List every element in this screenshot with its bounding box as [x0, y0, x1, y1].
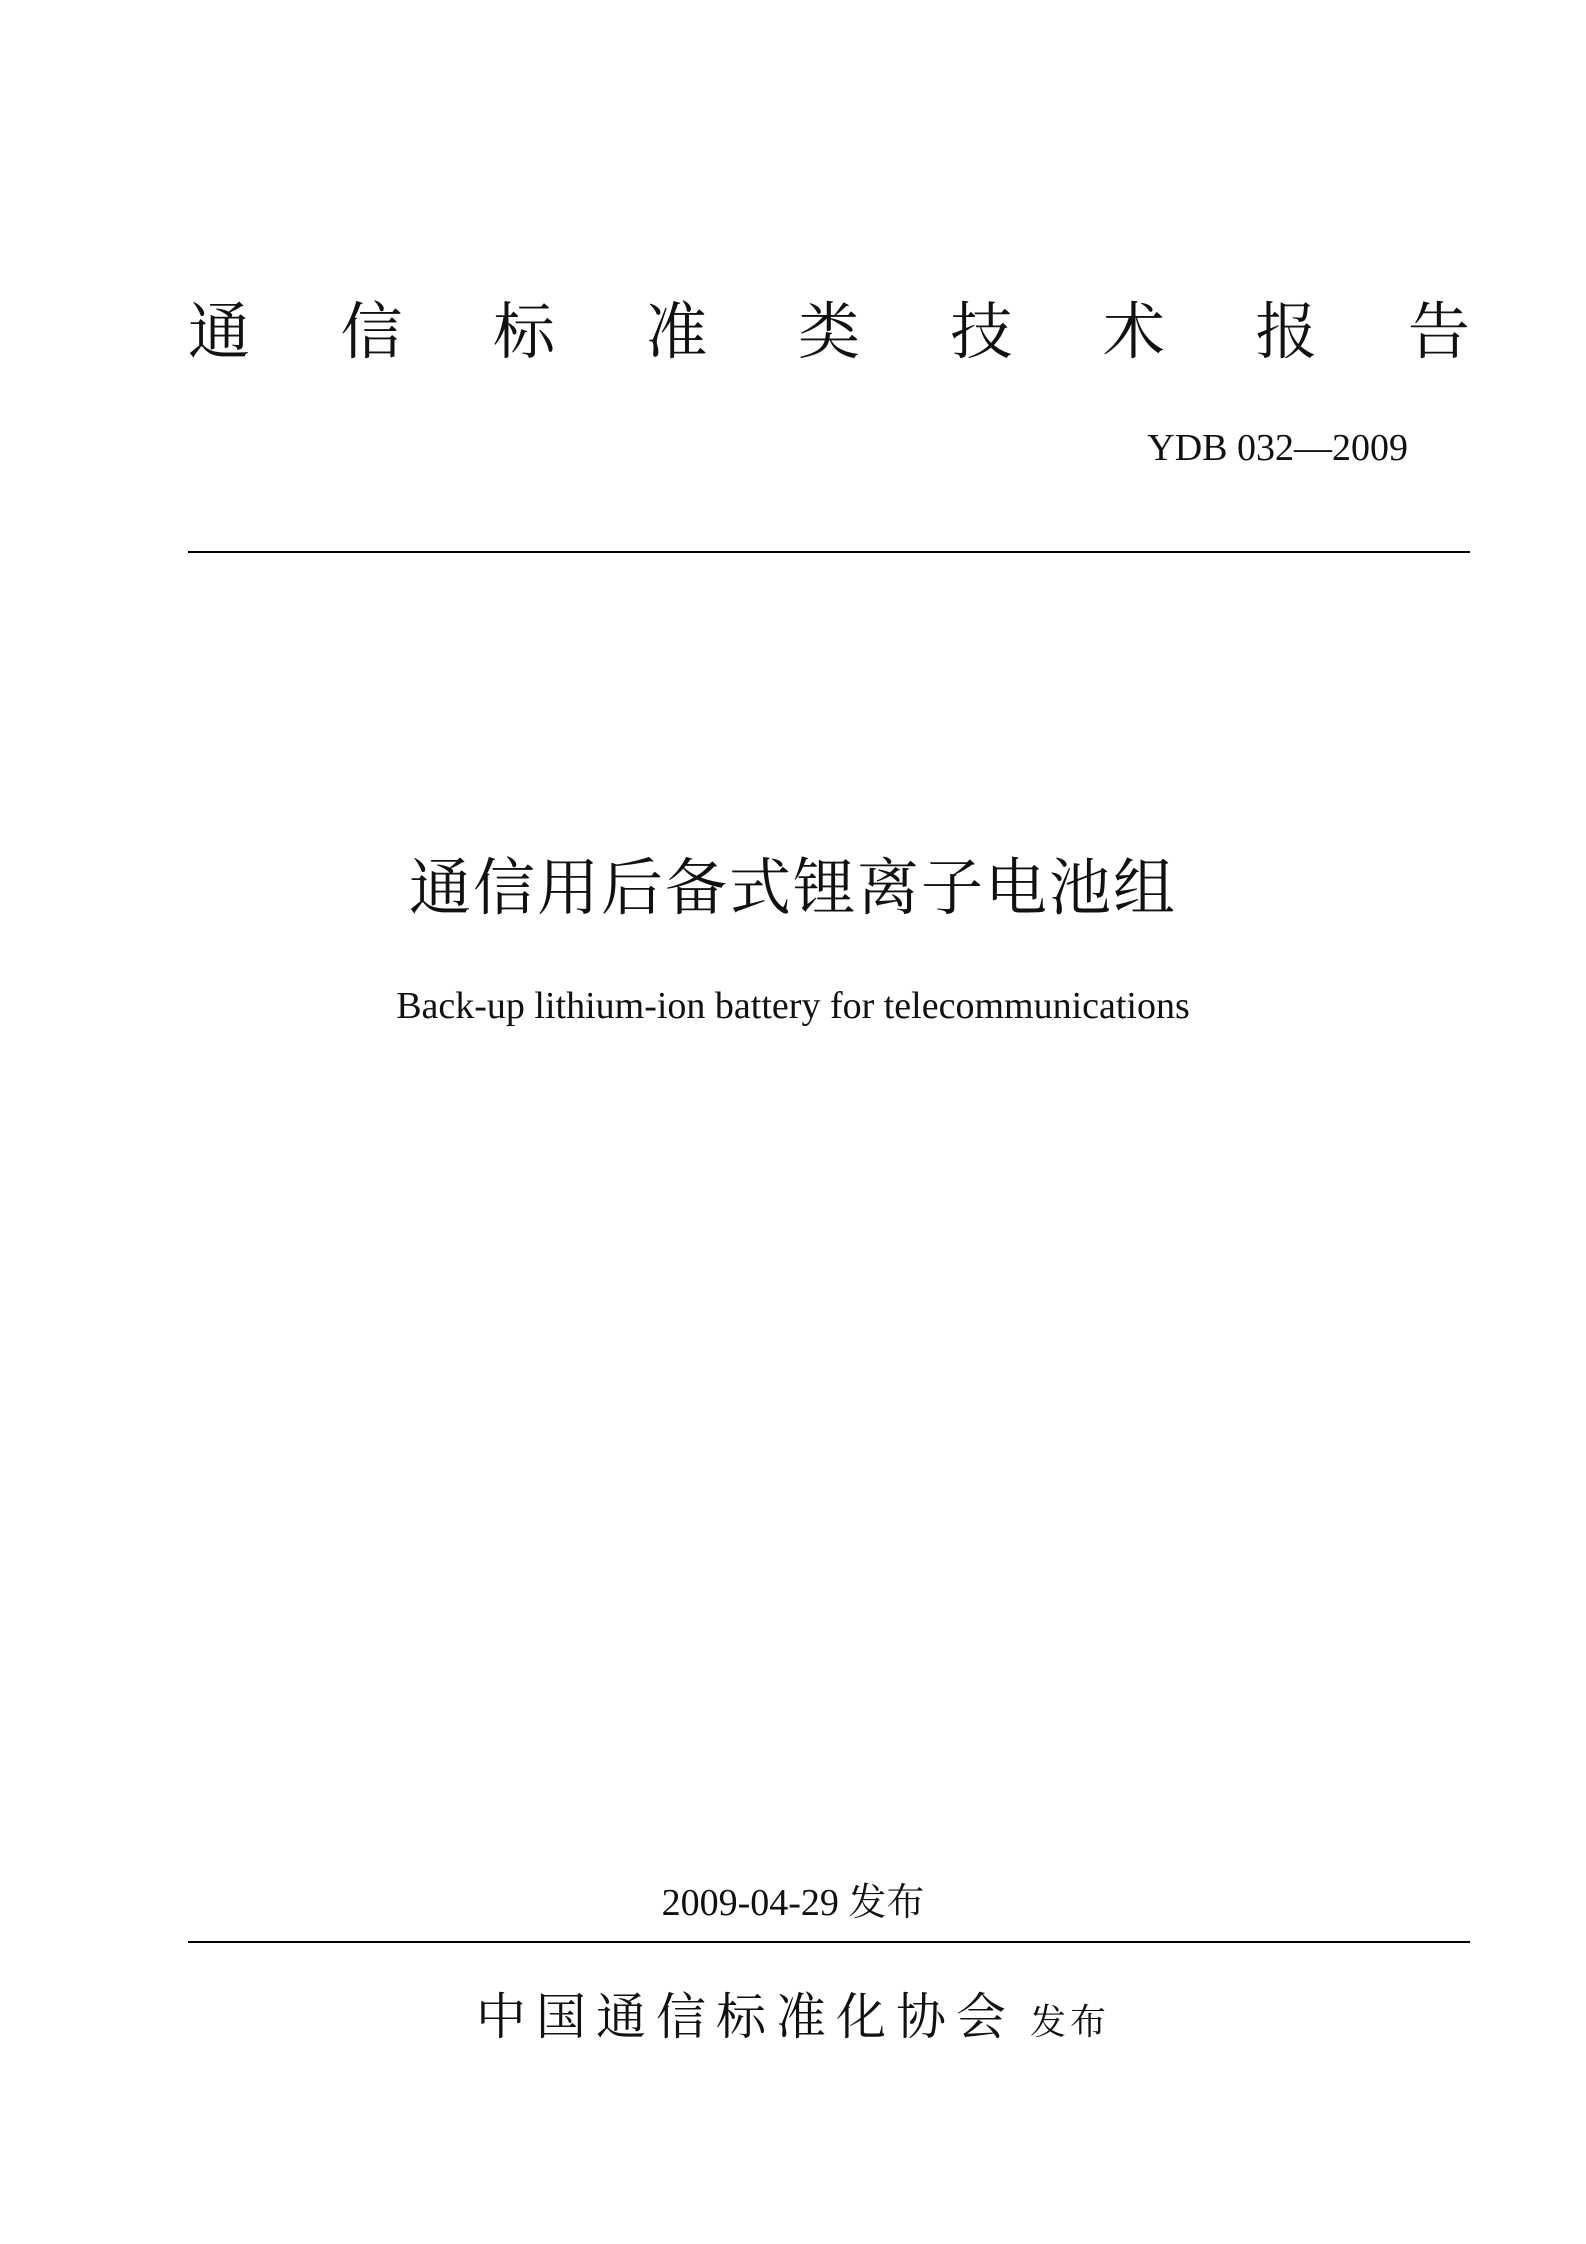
heading-char: 技: [950, 295, 1013, 368]
header-divider: [188, 551, 1470, 553]
publisher-name: 中国通信标准化协会: [475, 1988, 1016, 2046]
standard-number: YDB 032—2009: [1147, 427, 1408, 469]
publisher-suffix: 发布: [1029, 2002, 1110, 2043]
heading-char: 准: [645, 295, 708, 368]
document-title-cn: 通信用后备式锂离子电池组: [408, 851, 1177, 924]
release-date: 2009-04-29 发布: [661, 1882, 925, 1924]
footer-divider: [188, 1941, 1470, 1943]
heading-char: 信: [340, 295, 403, 368]
document-title-en: Back-up lithium-ion battery for telecommunications: [396, 985, 1190, 1027]
report-category-heading: [188, 292, 1470, 372]
heading-char: 报: [1255, 295, 1318, 368]
heading-char: 标: [492, 295, 555, 368]
heading-char: 告: [1407, 295, 1470, 368]
heading-char: 类: [797, 295, 860, 368]
heading-char: 术: [1102, 295, 1165, 368]
publisher-line: [0, 1985, 1586, 2055]
heading-char: 通: [188, 295, 251, 368]
